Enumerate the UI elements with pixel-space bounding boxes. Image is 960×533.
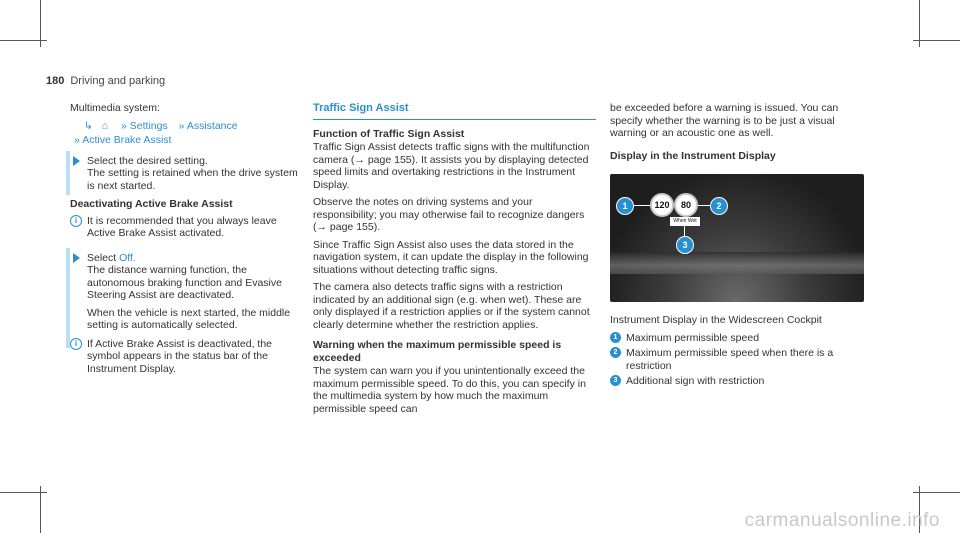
step-body-2: When the vehicle is next started, the middle setting is automatically selected.	[87, 306, 291, 331]
step-body: The setting is retained when the drive system is next started.	[87, 167, 298, 192]
path-arrow-icon: ↳	[84, 119, 93, 132]
column-right	[610, 102, 865, 391]
step-select-off	[70, 252, 300, 332]
path-item-active-brake-assist: Active Brake Assist	[82, 134, 172, 146]
note-recommend	[70, 215, 300, 240]
column-middle	[313, 102, 596, 420]
menu-label: Multimedia system:	[70, 102, 160, 114]
callout-1: 1	[616, 197, 634, 215]
speed-sign: 120	[650, 193, 674, 217]
figure-caption: Instrument Display in the Widescreen Cockpit	[610, 314, 822, 326]
paragraph: Observe the notes on driving systems and your responsibility; you may otherwise fail to recognize dangers (→ page 155).	[313, 196, 585, 233]
crop-mark	[0, 40, 47, 41]
crop-mark	[913, 40, 960, 41]
page-header	[46, 75, 165, 88]
step-prefix: Select	[87, 251, 117, 264]
double-chevron-icon: »	[121, 119, 127, 132]
section-heading: Traffic Sign Assist	[313, 102, 596, 120]
double-chevron-icon: »	[178, 119, 185, 132]
paragraph: The system can warn you if you unintentionally exceed the maximum permissible speed. To do this, you can specify in the multimedia system by how much the maximum permissible speed can	[313, 365, 586, 415]
note-text: It is recommended that you always leave Active Brake Assist activated.	[87, 214, 277, 239]
info-icon: i	[70, 215, 82, 227]
callout-2: 2	[710, 197, 728, 215]
legend-number: 3	[610, 375, 621, 386]
note-deactivated	[70, 338, 300, 376]
step-select-setting	[70, 155, 300, 193]
column-left	[70, 102, 300, 381]
crop-mark	[40, 486, 41, 533]
legend-item	[610, 332, 865, 345]
step-title: Select the desired setting.	[87, 154, 208, 167]
deactivating-heading: Deactivating Active Brake Assist	[70, 198, 233, 210]
info-icon: i	[70, 338, 82, 350]
step-bar	[66, 248, 70, 348]
double-chevron-icon: »	[74, 134, 80, 146]
legend-item	[610, 375, 865, 388]
step-arrow-icon	[73, 253, 80, 263]
page-number: 180	[46, 75, 65, 87]
callout-3: 3	[676, 236, 694, 254]
callout-line	[684, 226, 685, 236]
display-heading: Display in the Instrument Display	[610, 149, 776, 162]
option-off: Off.	[119, 251, 136, 264]
paragraph: Since Traffic Sign Assist also uses the data stored in the navigation system, it can update the display in the following situations without detecting traffic signs.	[313, 238, 589, 276]
legend-number: 1	[610, 332, 621, 343]
crop-mark	[0, 492, 47, 493]
menu-path-2	[70, 134, 300, 147]
path-item-settings: Settings	[129, 119, 168, 132]
path-item-assistance: Assistance	[186, 119, 238, 132]
section-title: Driving and parking	[70, 75, 166, 87]
home-icon: ⌂	[101, 119, 109, 132]
paragraph: The camera also detects traffic signs with a restriction indicated by an additional sign (e.g. when wet). These are only displayed if a restriction applies or if the system cannot clearly determine whether the restriction applies.	[313, 281, 590, 331]
paragraph: be exceeded before a warning is issued. You can specify whether the warning is to be just a visual warning or an acoustic one as well.	[610, 102, 839, 139]
step-arrow-icon	[73, 156, 80, 166]
additional-sign: When Wet	[670, 217, 700, 226]
legend-item	[610, 347, 865, 372]
legend-text: Maximum permissible speed when there is a restriction	[626, 347, 834, 372]
road-horizon	[610, 252, 864, 274]
paragraph: Traffic Sign Assist detects traffic signs with the multifunction camera (→ page 155). It assists you by displaying detected speed limits and overtaking restrictions in the Instrument Display.	[313, 141, 590, 191]
function-heading: Function of Traffic Sign Assist	[313, 127, 465, 140]
step-bar	[66, 151, 70, 195]
legend-text: Additional sign with restriction	[626, 375, 765, 387]
speed-sign-restricted: 80	[674, 193, 698, 217]
callout-line	[698, 205, 710, 206]
legend-number: 2	[610, 347, 621, 358]
warning-heading: Warning when the maximum permissible speed is exceeded	[313, 339, 562, 364]
instrument-display-figure	[610, 174, 864, 302]
legend-text: Maximum permissible speed	[626, 331, 760, 344]
step-body: The distance warning function, the autonomous braking function and Evasive Steering Assist are deactivated.	[87, 264, 282, 301]
watermark: carmanualsonline.info	[744, 509, 940, 531]
menu-path	[70, 120, 300, 133]
note-text: If Active Brake Assist is deactivated, the symbol appears in the status bar of the Instrument Display.	[87, 337, 273, 375]
callout-line	[634, 205, 650, 206]
crop-mark	[913, 492, 960, 493]
